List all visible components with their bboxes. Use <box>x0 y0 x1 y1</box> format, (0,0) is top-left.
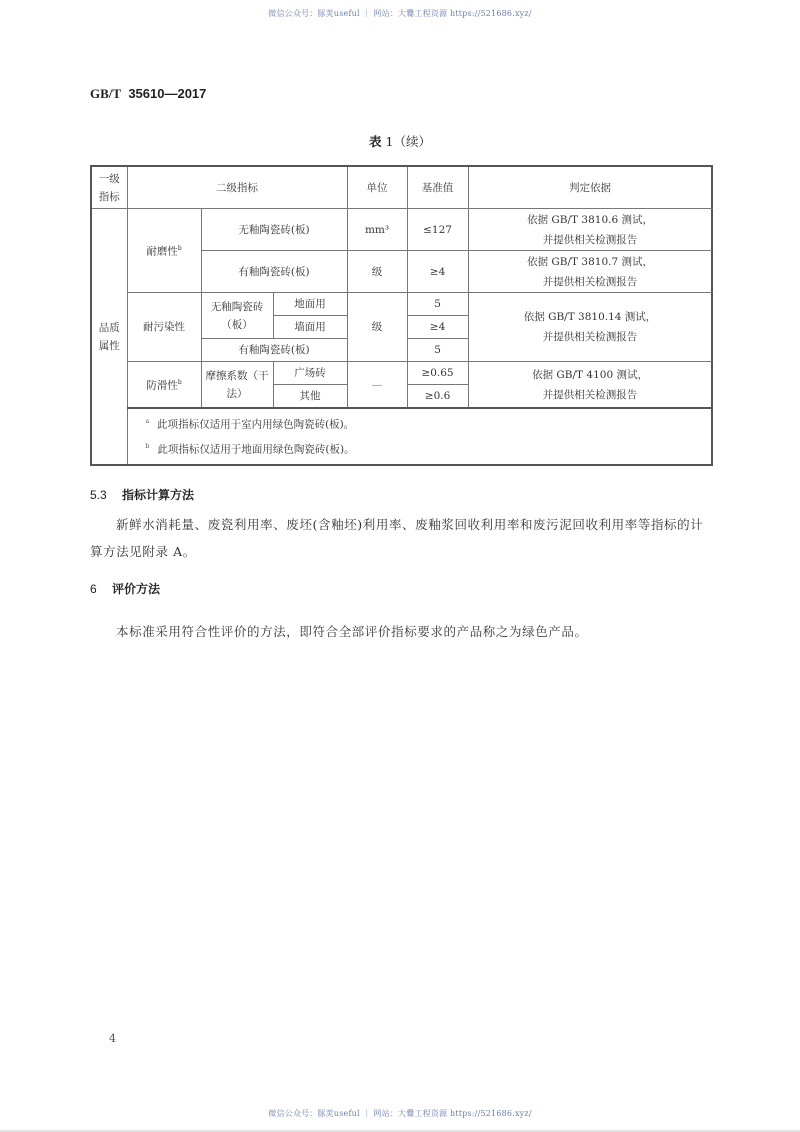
basis-line: 依据 GB/T 3810.7 测试， <box>527 255 653 268</box>
basis-line: 并提供相关检测报告 <box>542 275 638 288</box>
footnotes-row <box>91 408 712 465</box>
table-footnotes <box>127 408 712 465</box>
basis-line: 并提供相关检测报告 <box>542 388 638 401</box>
header-level1: 一级指标 <box>91 166 127 209</box>
group-stain-resistance: 耐污染性 <box>127 293 201 362</box>
table-row <box>91 293 712 316</box>
unit-cell: 级 <box>347 251 407 293</box>
section-number: 5.3 <box>90 488 107 502</box>
header-basis: 判定依据 <box>468 166 712 209</box>
footnote-a <box>146 411 712 436</box>
footnote-text: 此项指标仅适用于室内用绿色陶瓷砖(板)。 <box>157 418 355 431</box>
baseline-cell: ≥0.65 <box>407 362 468 385</box>
sub-indicator: 无釉陶瓷砖(板) <box>201 209 347 251</box>
sub-indicator: 广场砖 <box>273 362 347 385</box>
section-5-3-heading <box>90 486 194 503</box>
group-slip-resistance <box>127 362 201 409</box>
sub-indicator: 有釉陶瓷砖(板) <box>201 339 347 362</box>
basis-line: 并提供相关检测报告 <box>542 331 638 343</box>
baseline-cell: 5 <box>407 293 468 316</box>
group-name: 耐磨性 <box>146 245 178 258</box>
basis-cell <box>468 293 712 362</box>
watermark-top: 微信公众号：豚荚useful ｜ 网站：大爨工程资源 https://521686.xyz/ <box>268 9 532 18</box>
section-title: 指标计算方法 <box>122 488 195 502</box>
unit-cell: 级 <box>347 293 407 362</box>
baseline-cell: ≥0.6 <box>407 385 468 409</box>
table-row <box>91 209 712 251</box>
group-name: 防滑性 <box>146 379 178 392</box>
page-number: 4 <box>109 1032 116 1045</box>
standard-number: 35610—2017 <box>128 86 207 101</box>
basis-cell <box>468 362 712 409</box>
section-5-3-body: 新鲜水消耗量、废瓷利用率、废坯(含釉坯)利用率、废釉浆回收利用率和废污泥回收利用率等指标的计算方法见附录 A。 <box>90 517 704 559</box>
baseline-cell: ≥4 <box>407 251 468 293</box>
table-row <box>91 362 712 385</box>
standard-prefix: GB/T <box>90 86 122 101</box>
section-title: 评价方法 <box>112 582 161 596</box>
table-title <box>0 132 800 150</box>
basis-line: 依据 GB/T 4100 测试， <box>532 368 648 381</box>
section-6-body: 本标准采用符合性评价的方法，即符合全部评价指标要求的产品称之为绿色产品。 <box>116 624 588 639</box>
sub-indicator: 地面用 <box>273 293 347 316</box>
sub-group: 无釉陶瓷砖（板） <box>201 293 273 339</box>
basis-cell <box>468 251 712 293</box>
sub-group: 摩擦系数（干法） <box>201 362 273 409</box>
header-baseline: 基准值 <box>407 166 468 209</box>
standard-code <box>90 86 206 102</box>
footnote-mark: b <box>177 245 182 253</box>
section-6-heading <box>90 580 160 597</box>
header-unit: 单位 <box>347 166 407 209</box>
basis-line: 并提供相关检测报告 <box>542 233 638 246</box>
level1-category: 品质属性 <box>91 209 127 466</box>
basis-line: 依据 GB/T 3810.14 测试， <box>523 311 657 323</box>
footnote-text: 此项指标仅适用于地面用绿色陶瓷砖(板)。 <box>157 443 355 455</box>
sub-indicator: 有釉陶瓷砖(板) <box>201 251 347 293</box>
footnote-b <box>146 436 712 461</box>
section-number: 6 <box>90 582 97 596</box>
unit-cell: — <box>347 362 407 409</box>
table-title-label: 表 <box>369 134 382 149</box>
footnote-mark: b <box>177 379 182 387</box>
baseline-cell: ≥4 <box>407 316 468 339</box>
baseline-cell: 5 <box>407 339 468 362</box>
watermark-bottom: 微信公众号：豚荚useful ｜ 网站：大爨工程资源 https://521686.xyz/ <box>268 1109 532 1118</box>
baseline-cell: ≤127 <box>407 209 468 251</box>
table-title-suffix: （续） <box>393 134 431 149</box>
table-title-number: 1 <box>385 134 394 149</box>
sub-indicator: 其他 <box>273 385 347 409</box>
sub-indicator: 墙面用 <box>273 316 347 339</box>
header-level2: 二级指标 <box>127 166 347 209</box>
unit-cell: mm³ <box>347 209 407 251</box>
footnote-mark: b <box>145 442 150 450</box>
group-wear-resistance <box>127 209 201 293</box>
table-header-row <box>91 166 712 209</box>
indicator-table <box>90 165 713 466</box>
basis-line: 依据 GB/T 3810.6 测试， <box>527 213 653 226</box>
basis-cell <box>468 209 712 251</box>
footnote-mark: a <box>145 418 150 425</box>
